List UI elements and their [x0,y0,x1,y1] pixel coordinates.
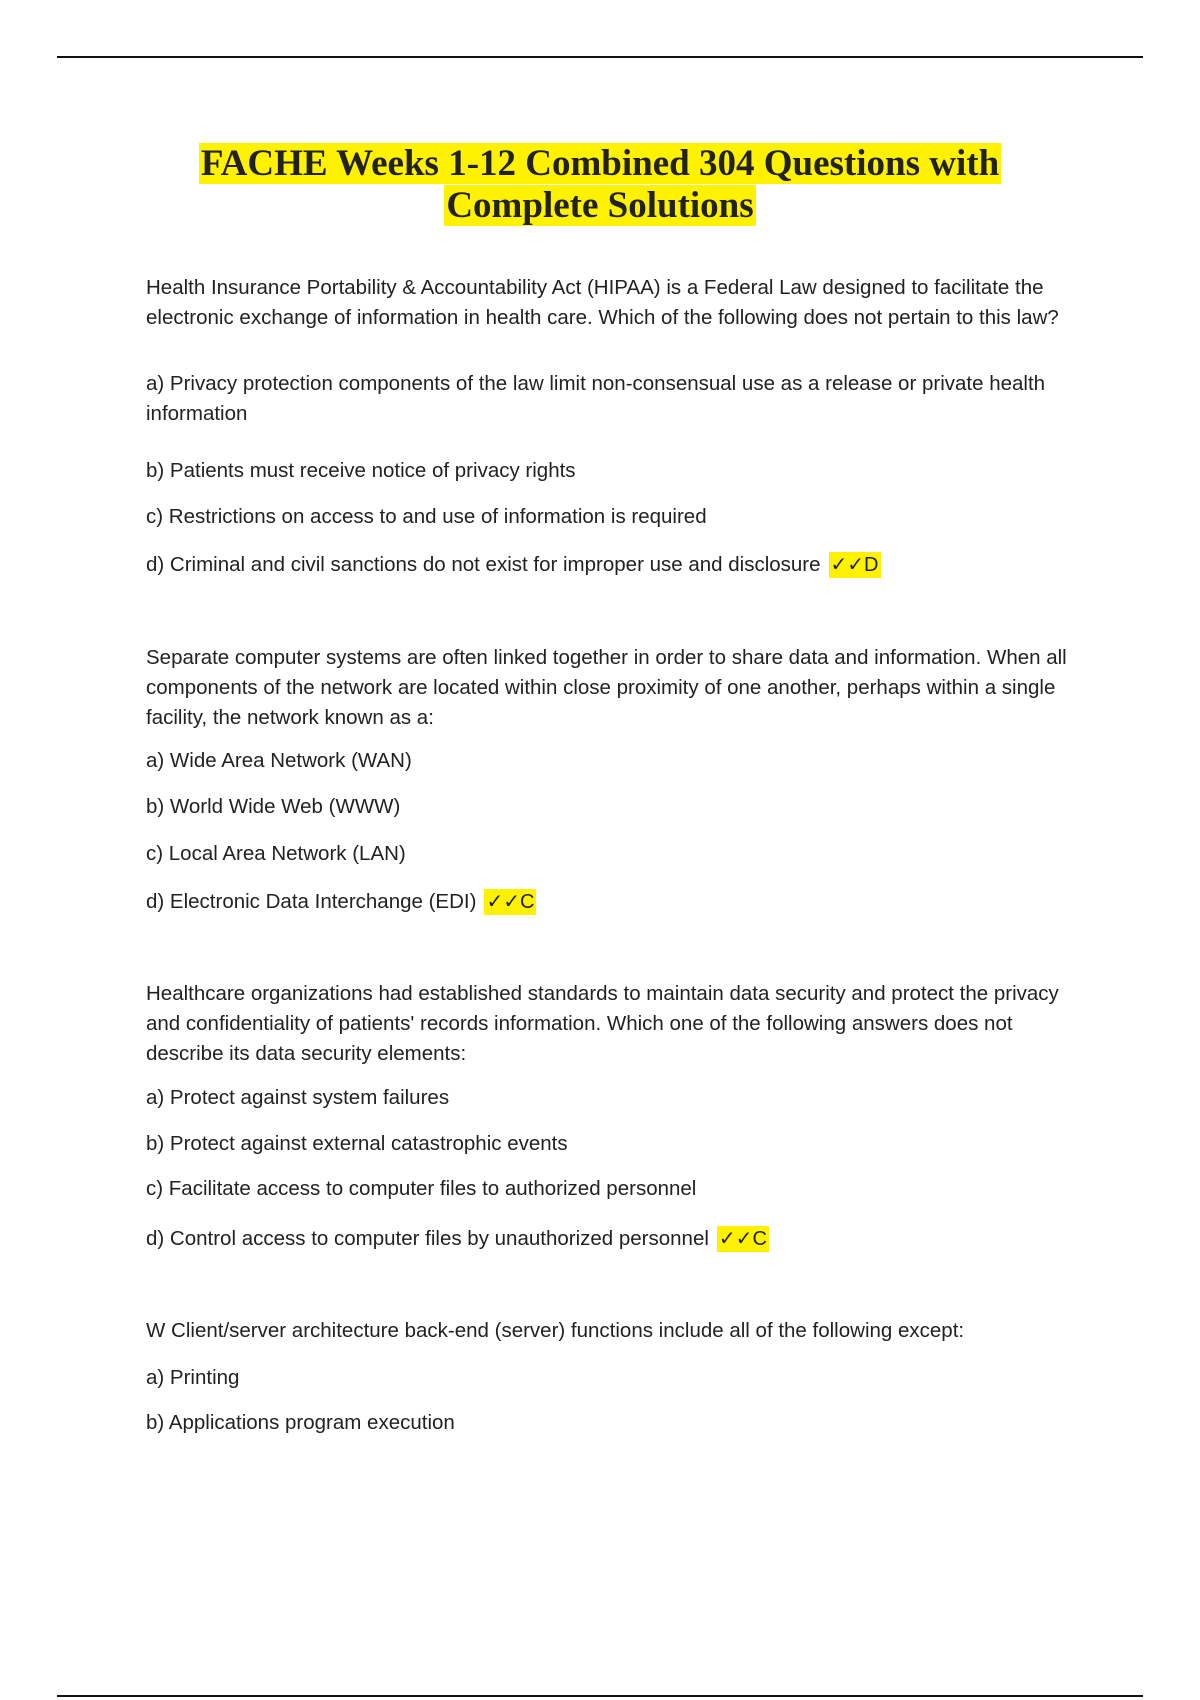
question-1-option-d-row [146,550,1086,580]
page-title [0,143,1200,227]
question-2-option-c: c) Local Area Network (LAN) [146,842,406,865]
question-1-answer: ✓✓D [830,554,879,576]
question-2-answer: ✓✓C [486,891,535,913]
question-3-option-c: c) Facilitate access to computer files to authorized personnel [146,1177,697,1200]
question-4-option-b: b) Applications program execution [146,1411,455,1434]
question-1-text: Health Insurance Portability & Accountability Act (HIPAA) is a Federal Law designed to facilitate the electronic exchange of information in health care. Which of the following does not pertain to this law? [146,276,1059,329]
question-4-option-a: a) Printing [146,1366,240,1389]
question-3-text: Healthcare organizations had established standards to maintain data security and protect the privacy and confidentiality of patients' records information. Which one of the following answers does not describe its data security elements: [146,982,1059,1065]
bottom-rule [57,1695,1143,1697]
question-2-option-d: d) Electronic Data Interchange (EDI) [146,890,477,913]
question-1-option-b: b) Patients must receive notice of privacy rights [146,459,576,482]
question-2-option-b: b) World Wide Web (WWW) [146,795,401,818]
question-1-option-c: c) Restrictions on access to and use of information is required [146,505,707,528]
question-3-option-a: a) Protect against system failures [146,1086,450,1109]
question-2-option-a: a) Wide Area Network (WAN) [146,749,412,772]
question-3-option-d-row [146,1224,1086,1254]
title-line-1: FACHE Weeks 1-12 Combined 304 Questions with [200,143,1000,184]
title-line-2: Complete Solutions [446,185,754,226]
question-3-option-d: d) Control access to computer files by unauthorized personnel [146,1227,709,1250]
top-rule [57,56,1143,58]
question-3-option-b: b) Protect against external catastrophic events [146,1132,568,1155]
question-1-option-d: d) Criminal and civil sanctions do not exist for improper use and disclosure [146,553,821,576]
question-2-text: Separate computer systems are often linked together in order to share data and information. When all components of the network are located within close proximity of one another, perhaps within a single facility, the network known as a: [146,646,1067,729]
question-1-option-a: a) Privacy protection components of the law limit non-consensual use as a release or private health information [146,372,1046,425]
question-2-option-d-row [146,887,1086,917]
question-3-answer: ✓✓C [718,1228,767,1250]
question-4-text: W Client/server architecture back-end (server) functions include all of the following except: [146,1319,965,1342]
